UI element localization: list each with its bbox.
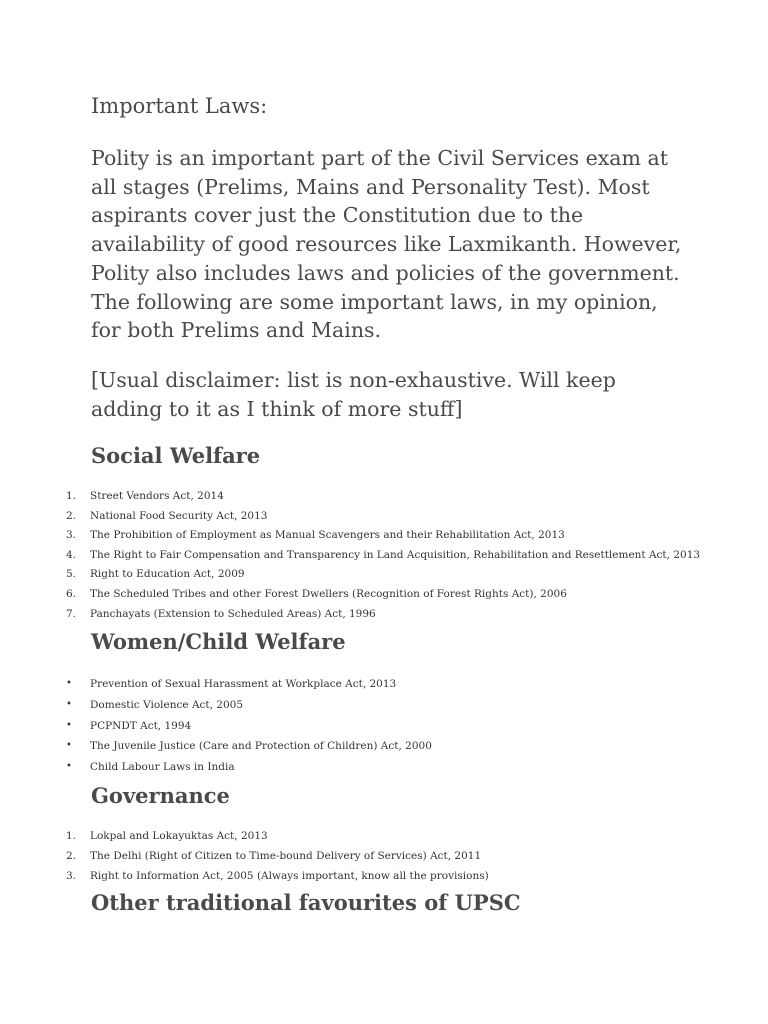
list-item-text: The Scheduled Tribes and other Forest Dwellers (Recognition of Forest Rights Act), 2006 (90, 587, 567, 600)
list-item-text: Lokpal and Lokayuktas Act, 2013 (90, 830, 268, 842)
page-title: Important Laws: (91, 94, 268, 118)
intro-paragraph: Polity is an important part of the Civil Services exam at all stages (Prelims, Mains and Personality Test). Most aspirants cover just the Constitution due to the availability of good resources like Laxmikanth. However, Polity also includes laws and policies of the government. The following are some important laws, in my opinion, for both Prelims and Mains. (91, 146, 682, 343)
list-item-text: National Food Security Act, 2013 (90, 509, 268, 522)
list-item-text: Street Vendors Act, 2014 (90, 490, 224, 502)
list-number: 3. (66, 529, 77, 542)
list-item-text: Right to Information Act, 2005 (Always important, know all the provisions) (90, 870, 489, 882)
list-item (0, 720, 720, 741)
section-heading-governance: Governance (91, 783, 230, 808)
list-item (0, 568, 720, 588)
list-item (0, 510, 720, 530)
section-heading-social-welfare: Social Welfare (91, 443, 261, 468)
list-item (0, 490, 720, 510)
list-item (0, 588, 720, 608)
list-item (0, 549, 720, 569)
social-welfare-list (0, 490, 720, 627)
list-item (0, 529, 720, 549)
list-item-text: The Prohibition of Employment as Manual Scavengers and their Rehabilitation Act, 2013 (90, 529, 565, 542)
list-number: 3. (66, 870, 77, 882)
list-item-text: PCPNDT Act, 1994 (90, 719, 192, 732)
list-item-text: Child Labour Laws in India (90, 761, 235, 774)
section-heading-other-favourites: Other traditional favourites of UPSC (91, 890, 521, 915)
section-heading-women-child-welfare: Women/Child Welfare (91, 629, 346, 654)
bullet-icon: • (66, 678, 72, 689)
list-item (0, 678, 720, 699)
list-item-text: Right to Education Act, 2009 (90, 568, 245, 581)
list-item-text: Prevention of Sexual Harassment at Workplace Act, 2013 (90, 678, 397, 690)
list-item (0, 850, 720, 870)
women-child-welfare-list (0, 678, 720, 782)
list-item-text: The Right to Fair Compensation and Transparency in Land Acquisition, Rehabilitation and Resettlement Act, 2013 (90, 548, 701, 561)
list-number: 7. (66, 607, 77, 620)
list-number: 6. (66, 587, 77, 600)
list-number: 1. (66, 490, 77, 502)
governance-list (0, 830, 720, 890)
bullet-icon: • (66, 698, 72, 710)
list-item (0, 608, 720, 628)
list-item (0, 740, 720, 761)
list-item-text: Panchayats (Extension to Scheduled Areas) Act, 1996 (90, 607, 376, 620)
list-item (0, 830, 720, 850)
list-item-text: The Juvenile Justice (Care and Protection of Children) Act, 2000 (90, 740, 432, 753)
list-number: 2. (66, 509, 77, 522)
disclaimer-paragraph: [Usual disclaimer: list is non-exhaustive. Will keep adding to it as I think of more stuff] (91, 368, 616, 421)
list-item (0, 699, 720, 720)
list-item-text: The Delhi (Right of Citizen to Time-bound Delivery of Services) Act, 2011 (90, 850, 482, 862)
list-number: 5. (66, 568, 77, 581)
list-number: 2. (66, 850, 77, 862)
list-number: 1. (66, 830, 77, 842)
list-item (0, 761, 720, 782)
bullet-icon: • (66, 761, 72, 773)
list-number: 4. (66, 548, 77, 561)
bullet-icon: • (66, 719, 72, 731)
list-item-text: Domestic Violence Act, 2005 (90, 698, 244, 711)
bullet-icon: • (66, 740, 72, 752)
list-item (0, 870, 720, 890)
